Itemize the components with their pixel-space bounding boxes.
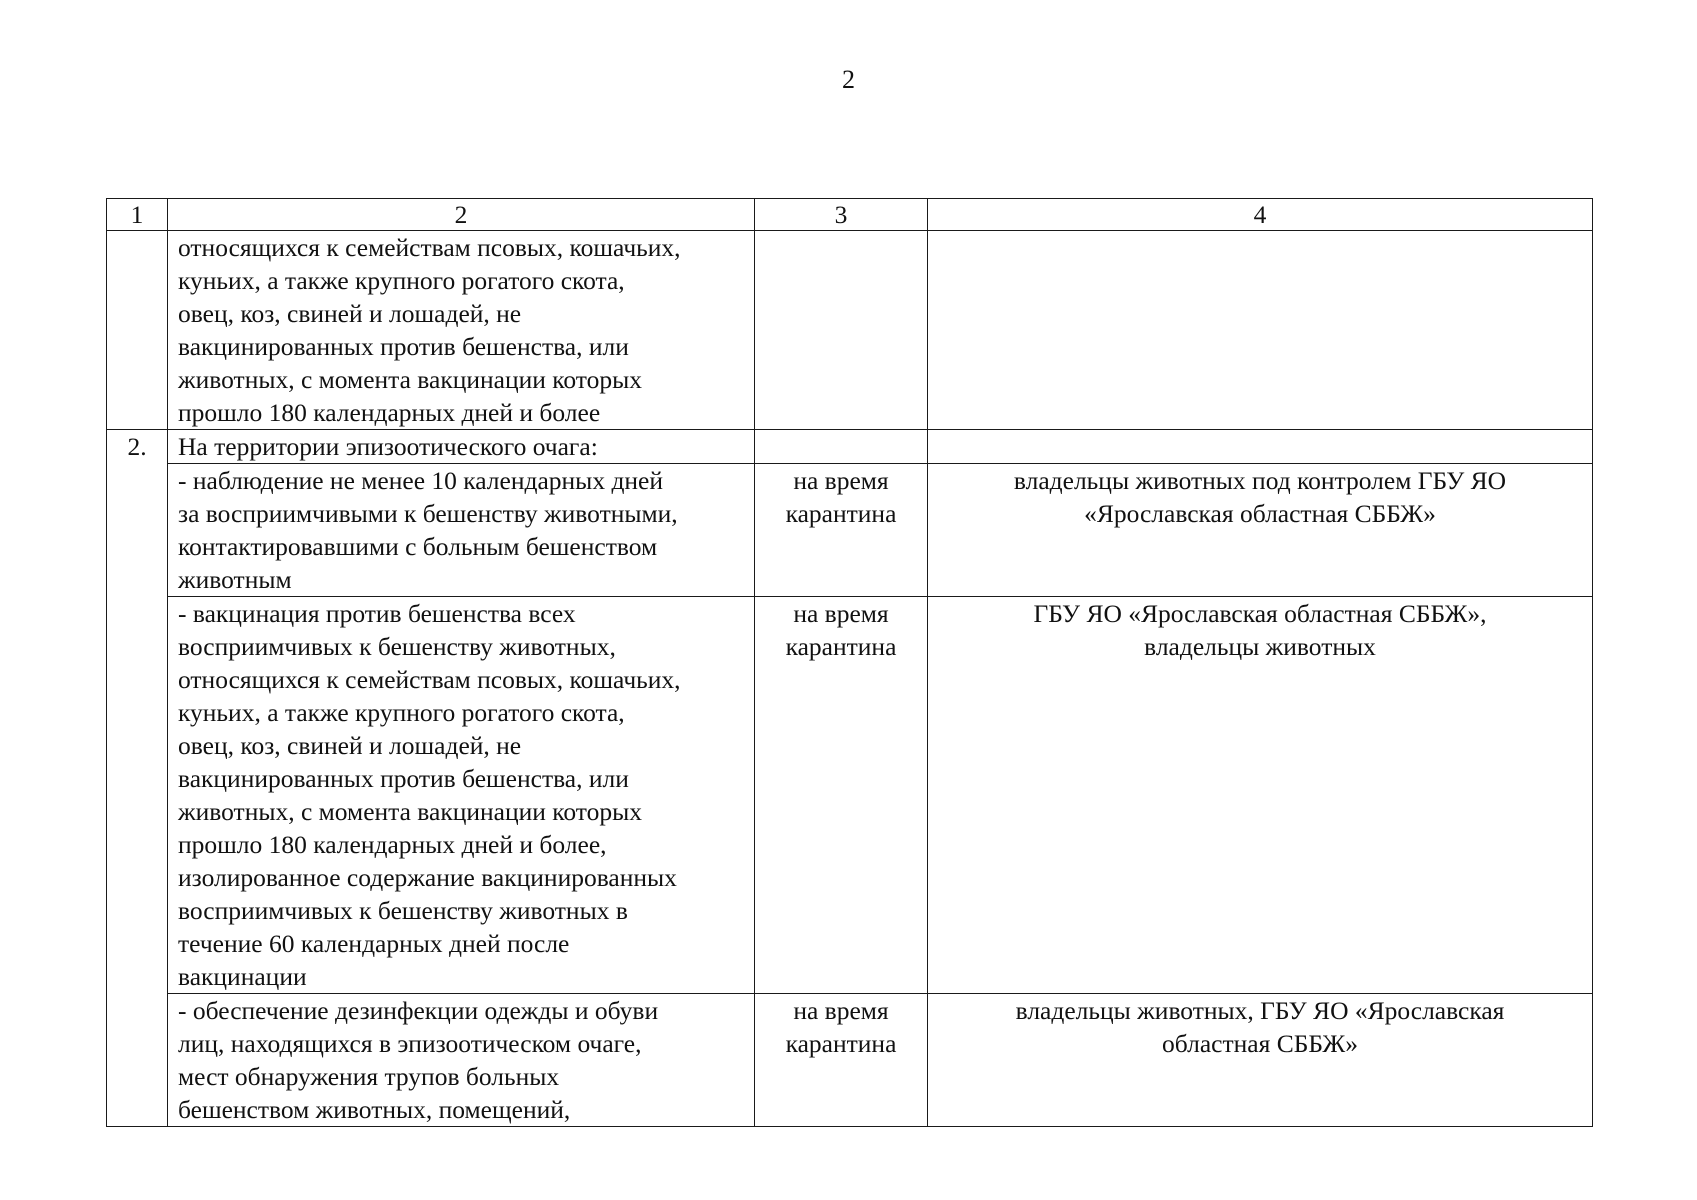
period-text: на время карантина [785, 466, 897, 528]
period-cell [755, 597, 928, 994]
measure-text: - вакцинация против бешенства всех восприимчивых к бешенству животных, относящихся к семействам псовых, кошачьих, куньих, а также крупного рогатого скота, овец, коз, свиней и лошадей, не вакцинированных против бешенства, или животных, с момента вакцинации которых прошло 180 календарных дней и более, изолированное содержание вакцинированных восприимчивых к бешенству животных в течение 60 календарных дней после вакцинации [178, 599, 681, 991]
responsible-cell [928, 231, 1593, 430]
responsible-cell [928, 994, 1593, 1127]
row-number [107, 231, 168, 430]
measure-cell [168, 597, 755, 994]
period-cell [755, 231, 928, 430]
header-col-1: 1 [107, 199, 168, 231]
measure-cell [168, 464, 755, 597]
measure-text: - обеспечение дезинфекции одежды и обуви лиц, находящихся в эпизоотическом очаге, мест обнаружения трупов больных бешенством животных, помещений, [178, 996, 659, 1124]
period-text: на время карантина [785, 599, 897, 661]
header-col-4: 4 [928, 199, 1593, 231]
section-heading: На территории эпизоотического очага: [178, 432, 598, 461]
header-col-3: 3 [755, 199, 928, 231]
table-row [107, 597, 1593, 994]
period-cell [755, 994, 928, 1127]
responsible-text: ГБУ ЯО «Ярославская областная СББЖ», владельцы животных [1033, 599, 1487, 661]
responsible-text: владельцы животных, ГБУ ЯО «Ярославская областная СББЖ» [1015, 996, 1505, 1058]
measures-table [106, 198, 1593, 1127]
table-row [107, 231, 1593, 430]
measure-text: - наблюдение не менее 10 календарных дней за восприимчивыми к бешенству животными, контактировавшими с больным бешенством животным [178, 466, 678, 594]
table-row [107, 464, 1593, 597]
responsible-text: владельцы животных под контролем ГБУ ЯО «Ярославская областная СББЖ» [1013, 466, 1507, 528]
table-row [107, 430, 1593, 464]
table-row [107, 994, 1593, 1127]
row-number: 2. [107, 430, 168, 1127]
section-heading-cell [168, 430, 755, 464]
measure-cell [168, 994, 755, 1127]
responsible-cell [928, 597, 1593, 994]
period-text: на время карантина [785, 996, 897, 1058]
page-number: 2 [842, 65, 855, 94]
measure-cell [168, 231, 755, 430]
header-col-2: 2 [168, 199, 755, 231]
responsible-cell [928, 464, 1593, 597]
table-header-row [107, 199, 1593, 231]
responsible-cell [928, 430, 1593, 464]
period-cell [755, 430, 928, 464]
measure-text: относящихся к семействам псовых, кошачьих, куньих, а также крупного рогатого скота, овец, коз, свиней и лошадей, не вакцинированных против бешенства, или животных, с момента вакцинации которых прошло 180 календарных дней и более [178, 233, 681, 427]
period-cell [755, 464, 928, 597]
